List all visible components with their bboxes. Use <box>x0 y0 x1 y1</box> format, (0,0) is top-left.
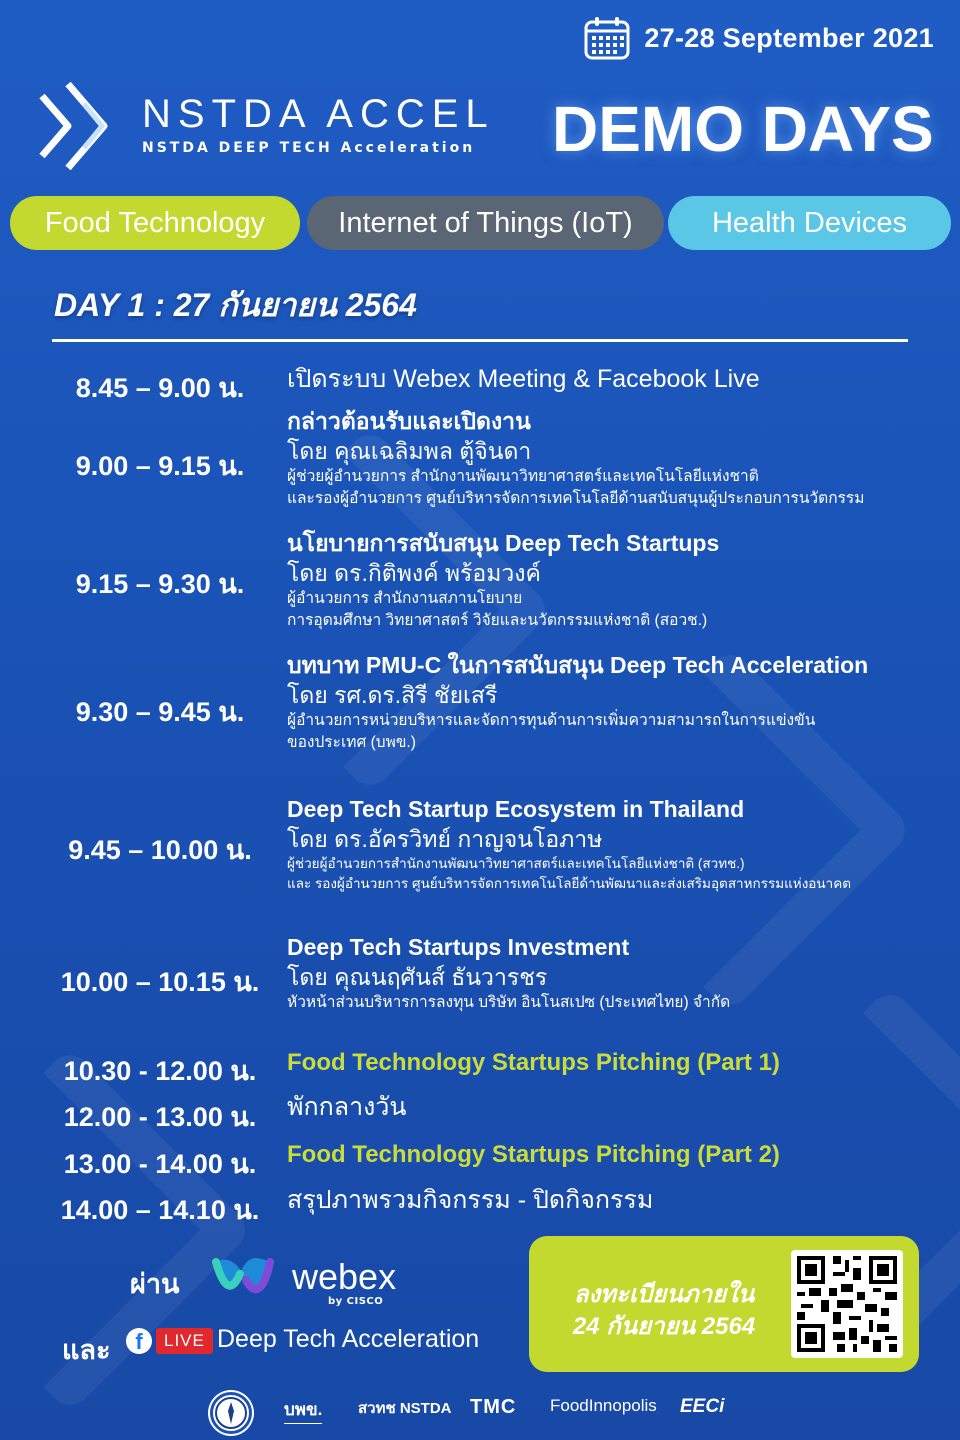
day-title: DAY 1 : 27 กันยายน 2564 <box>54 287 417 323</box>
agenda-note: และรองผู้อำนวยการ ศูนย์บริหารจัดการเทคโนโลยีด้านสนับสนุนผู้ประกอบการนวัตกรรม <box>287 490 865 507</box>
register-deadline-label: ลงทะเบียนภายใน <box>573 1281 755 1308</box>
and-label: และ <box>62 1335 111 1365</box>
agenda-item <box>287 528 947 632</box>
agenda-title: กล่าวต้อนรับและเปิดงาน <box>287 408 531 434</box>
webex-by-cisco: by CISCO <box>328 1296 384 1307</box>
track-food-technology: Food Technology <box>10 196 300 250</box>
partner-tmc-logo: TMC <box>470 1396 517 1418</box>
agenda-title: นโยบายการสนับสนุน Deep Tech Startups <box>287 530 720 556</box>
agenda-title: Deep Tech Startup Ecosystem in Thailand <box>287 796 745 822</box>
agenda-item <box>287 1185 947 1215</box>
partner-eeci-logo: EECi <box>680 1396 725 1417</box>
partner-logos <box>0 1388 960 1436</box>
agenda-time: 13.00 - 14.00 น. <box>63 1149 257 1179</box>
agenda-note: และ รองผู้อำนวยการ ศูนย์บริหารจัดการเทคโนโลยีด้านพัฒนาและส่งเสริมอุตสาหกรรมแห่งอนาคต <box>287 876 852 891</box>
agenda-speaker: โดย ดร.อัครวิทย์ กาญจนโอภาษ <box>287 826 603 852</box>
agenda-time: 9.15 – 9.30 น. <box>75 569 245 599</box>
agenda-speaker: โดย รศ.ดร.สิรี ชัยเสรี <box>287 682 498 708</box>
brand-title: NSTDA ACCEL <box>142 92 495 136</box>
brand-subtitle: NSTDA DEEP TECH Acceleration <box>142 140 476 156</box>
agenda-item <box>287 1092 947 1122</box>
event-date <box>584 16 934 60</box>
webex-name: webex <box>292 1256 397 1297</box>
agenda-highlight: Food Technology Startups Pitching (Part 1) <box>287 1049 780 1076</box>
partner-nstda-logo: สวทช NSTDA <box>358 1400 452 1417</box>
partner-foodinnopolis-logo: FoodInnopolis <box>550 1396 657 1415</box>
facebook-page-name: Deep Tech Acceleration <box>217 1325 480 1353</box>
webex-icon <box>210 1252 276 1302</box>
nstda-accel-logo-icon <box>36 78 126 174</box>
agenda-time: 12.00 - 13.00 น. <box>63 1102 257 1132</box>
track-iot: Internet of Things (IoT) <box>307 196 664 250</box>
agenda-text: พักกลางวัน <box>287 1093 407 1121</box>
agenda-note: การอุดมศึกษา วิทยาศาสตร์ วิจัยและนวัตกรรมแห่งชาติ (สอวช.) <box>287 612 708 629</box>
agenda-text: สรุปภาพรวมกิจกรรม - ปิดกิจกรรม <box>287 1186 654 1214</box>
registration-box <box>529 1236 919 1372</box>
agenda-time: 9.00 – 9.15 น. <box>75 451 245 481</box>
facebook-icon: f <box>126 1328 152 1354</box>
agenda-title: Deep Tech Startups Investment <box>287 934 630 960</box>
agenda-note: ผู้ช่วยผู้อำนวยการ สำนักงานพัฒนาวิทยาศาสตร์และเทคโนโลยีแห่งชาติ <box>287 468 759 485</box>
agenda-item <box>287 364 947 394</box>
date-text: 27-28 September 2021 <box>644 22 934 53</box>
agenda-time: 14.00 – 14.10 น. <box>60 1195 260 1225</box>
agenda-item <box>287 650 947 754</box>
agenda-item <box>287 1048 947 1078</box>
agenda-highlight: Food Technology Startups Pitching (Part 2) <box>287 1141 780 1168</box>
agenda-note: ผู้อำนวยการหน่วยบริหารและจัดการทุนด้านการเพิ่มความสามารถในการแข่งขัน <box>287 712 816 729</box>
agenda-title: บทบาท PMU-C ในการสนับสนุน Deep Tech Acceleration <box>287 652 869 678</box>
register-deadline-date: 24 กันยายน 2564 <box>572 1313 756 1340</box>
agenda-speaker: โดย คุณนฤศันส์ ธันวารชร <box>287 964 548 990</box>
agenda-note: ผู้อำนวยการ สำนักงานสภานโยบาย <box>287 590 523 607</box>
agenda-note: หัวหน้าส่วนบริหารการลงทุน บริษัท อินโนสเปซ (ประเทศไทย) จำกัด <box>287 994 731 1011</box>
track-health-devices: Health Devices <box>668 196 951 250</box>
event-title: DEMO DAYS <box>552 93 934 165</box>
agenda-item <box>287 1140 947 1170</box>
via-label: ผ่าน <box>130 1269 180 1299</box>
live-badge: LIVE <box>156 1328 213 1354</box>
agenda-item <box>287 406 947 510</box>
agenda-time: 8.45 – 9.00 น. <box>75 373 245 403</box>
agenda-speaker: โดย คุณเฉลิมพล ตู้จินดา <box>287 438 532 464</box>
agenda-item <box>287 932 947 1014</box>
divider <box>52 339 908 342</box>
agenda-time: 9.30 – 9.45 น. <box>75 697 245 727</box>
agenda-text: เปิดระบบ Webex Meeting & Facebook Live <box>287 365 760 393</box>
agenda-speaker: โดย ดร.กิติพงค์ พร้อมวงค์ <box>287 560 541 586</box>
agenda-item <box>287 794 947 894</box>
agenda-note: ของประเทศ (บพข.) <box>287 734 416 751</box>
calendar-icon <box>584 16 630 60</box>
agenda-note: ผู้ช่วยผู้อำนวยการสำนักงานพัฒนาวิทยาศาสตร์และเทคโนโลยีแห่งชาติ (สวทช.) <box>287 856 745 871</box>
agenda-time: 10.30 - 12.00 น. <box>63 1056 257 1086</box>
agenda-time: 10.00 – 10.15 น. <box>60 967 260 997</box>
qr-code-icon[interactable] <box>791 1250 903 1358</box>
agenda-time: 9.45 – 10.00 น. <box>68 835 252 865</box>
partner-pmu-c-logo: บพข. <box>284 1396 322 1424</box>
